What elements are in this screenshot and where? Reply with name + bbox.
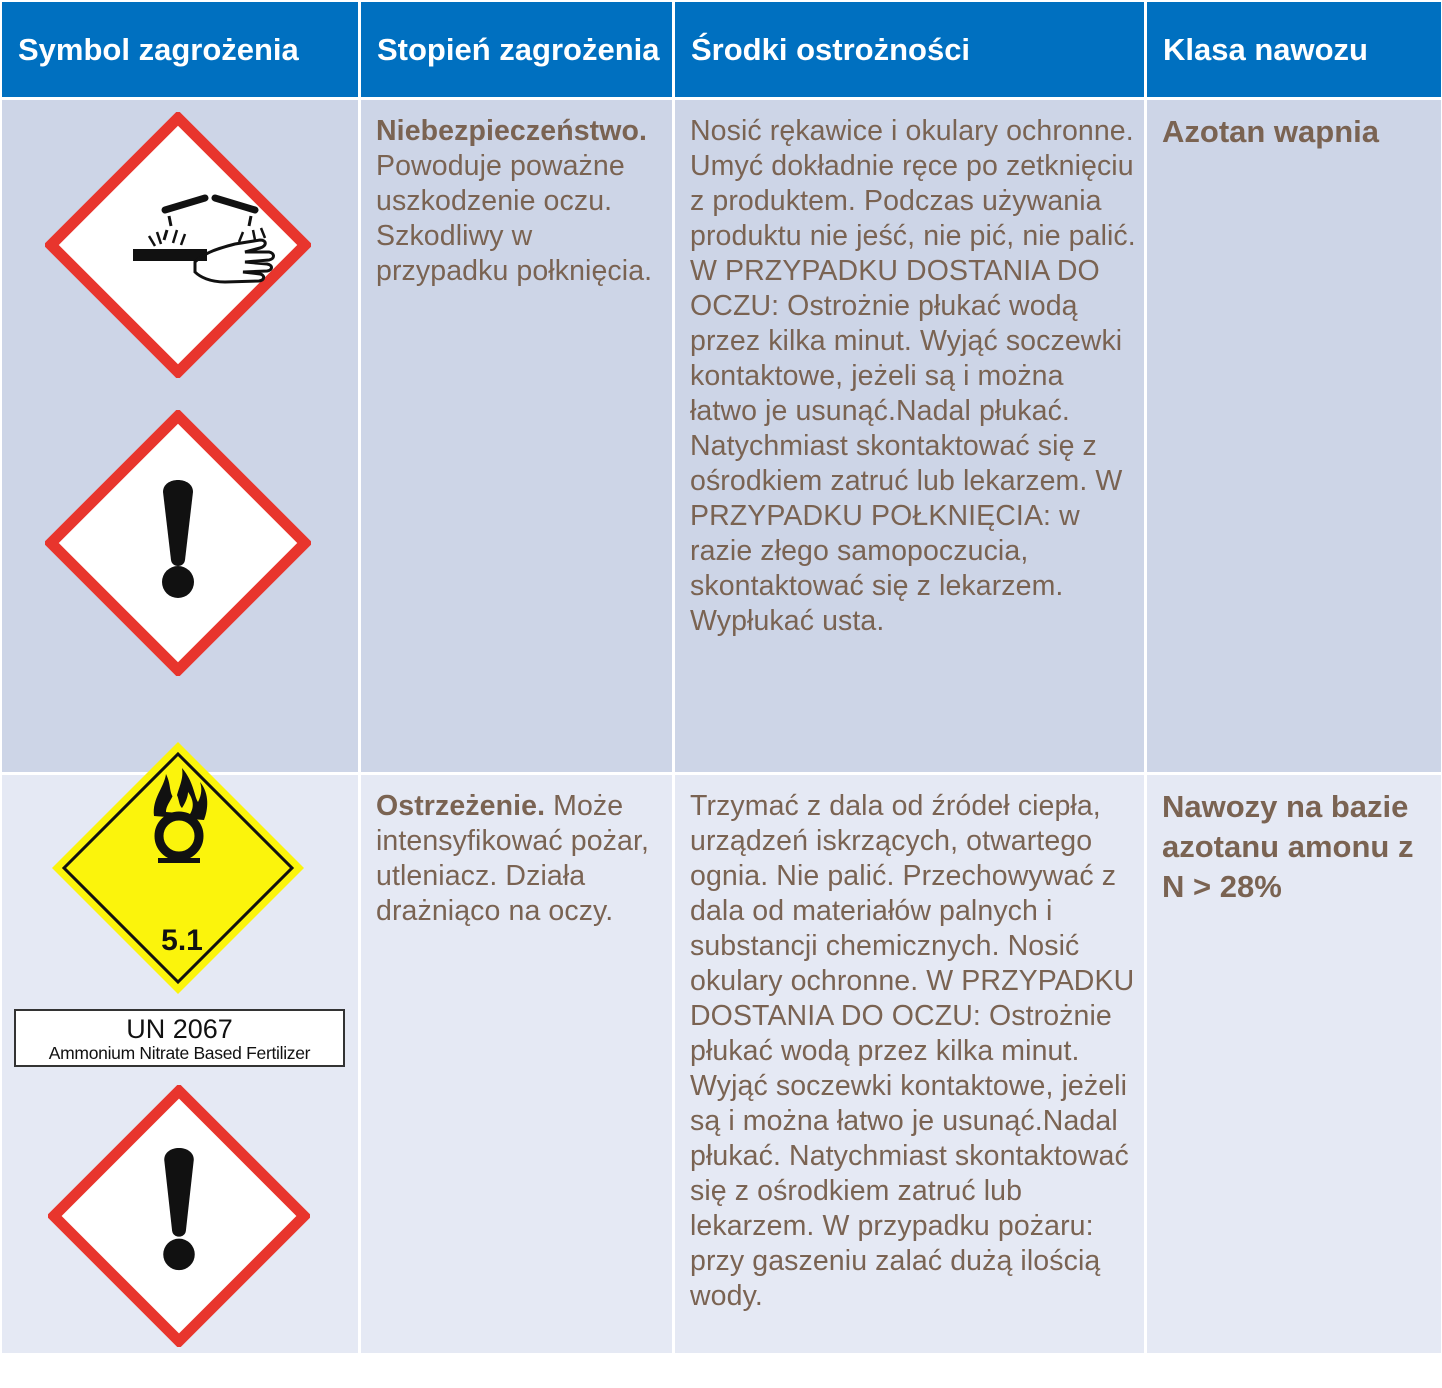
row1-signal-word: Niebezpieczeństwo.	[376, 115, 648, 147]
row2-hazard-cell	[361, 775, 672, 1353]
exclamation-mark-pictogram-icon	[45, 410, 311, 676]
row2-fertilizer-class: Nawozy na bazie azotanu amonu z N > 28%	[1147, 775, 1441, 1353]
row2-hazard-text: Może intensyfikować pożar, utleniacz. Działa drażniąco na oczy.	[376, 790, 649, 927]
header-precautions: Środki ostrożności	[675, 2, 1144, 97]
row1-fertilizer-class: Azotan wapnia	[1147, 100, 1441, 772]
un-shipping-name: Ammonium Nitrate Based Fertilizer	[48, 1043, 311, 1063]
oxidizer-class-label: 5.1	[161, 924, 203, 957]
header-fertilizer-class: Klasa nawozu	[1147, 2, 1441, 97]
row1-hazard-text: Powoduje poważne uszkodzenie oczu. Szkodliwy w przypadku połknięcia.	[376, 150, 653, 287]
header-symbol: Symbol zagrożenia	[2, 2, 358, 97]
row1-precautions: Nosić rękawice i okulary ochronne. Umyć dokładnie ręce po zetknięciu z produktem. Podczas używania produktu nie jeść, nie pić, nie palić. W PRZYPADKU DOSTANIA DO OCZU: Ostrożnie płukać wodą przez kilka minut. Wyjąć soczewki kontaktowe, jeżeli są i można łatwo je usunąć.Nadal płukać. Natychmiast skontaktować się z ośrodkiem zatruć lub lekarzem. W PRZYPADKU POŁKNIĘCIA: w razie złego samopoczucia, skontaktować się z lekarzem. Wypłukać usta.	[675, 100, 1144, 772]
oxidizer-pictogram-icon	[48, 738, 308, 998]
header-hazard-level: Stopień zagrożenia	[361, 2, 672, 97]
row1-hazard-cell	[361, 100, 672, 772]
row2-signal-word: Ostrzeżenie.	[376, 790, 546, 822]
un-label-box	[14, 1009, 345, 1067]
row2-precautions: Trzymać z dala od źródeł ciepła, urządzeń iskrzących, otwartego ognia. Nie palić. Przechowywać z dala od materiałów palnych i substancji chemicznych. Nosić okulary ochronne. W PRZYPADKU DOSTANIA DO OCZU: Ostrożnie płukać wodą przez kilka minut. Wyjąć soczewki kontaktowe, jeżeli są i można łatwo je usunąć.Nadal płukać. Natychmiast skontaktować się z ośrodkiem zatruć lub lekarzem. W przypadku pożaru: przy gaszeniu zalać dużą ilością wody.	[675, 775, 1144, 1353]
un-number: UN 2067	[126, 1014, 233, 1044]
corrosion-pictogram-icon	[45, 112, 311, 378]
exclamation-mark-pictogram-icon	[48, 1085, 310, 1347]
